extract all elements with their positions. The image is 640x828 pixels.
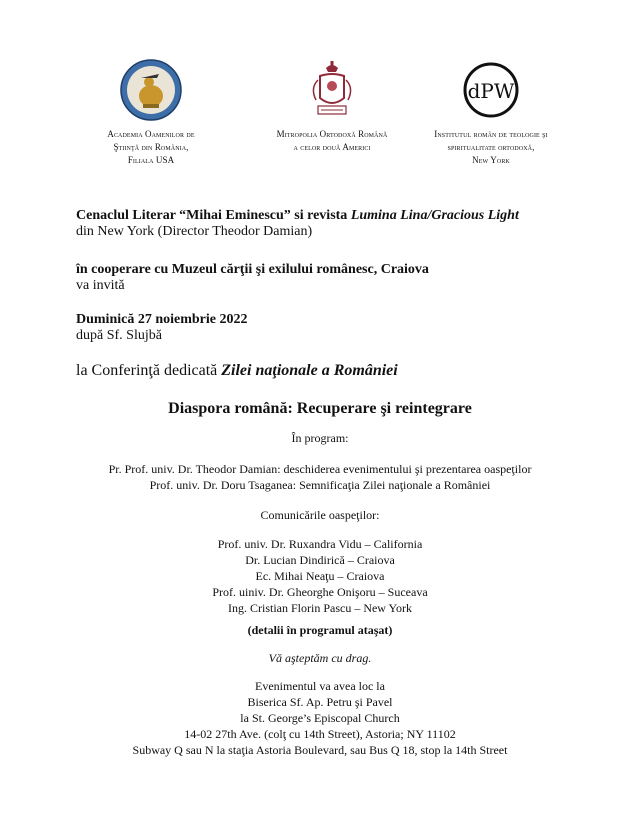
caption-line: Academia Oamenilor de xyxy=(107,129,195,139)
venue-address: 14-02 27th Ave. (colţ cu 14th Street), Astoria; NY 11102 xyxy=(184,727,456,741)
program-heading: În program: xyxy=(291,431,349,445)
metropolis-caption xyxy=(254,128,410,154)
institute-logo-block xyxy=(412,58,570,167)
guest-item: Prof. univ. Dr. Ruxandra Vidu – California xyxy=(217,537,423,551)
intro-block xyxy=(76,208,576,240)
guest-item: Prof. uiniv. Dr. Gheorghe Onişoru – Suceava xyxy=(212,585,428,599)
program-item: Pr. Prof. univ. Dr. Theodor Damian: deschiderea evenimentului şi prezentarea oaspeţilor xyxy=(108,462,532,476)
event-date: Duminică 27 noiembrie 2022 xyxy=(76,312,248,327)
guests-list xyxy=(0,536,640,616)
intro-line-2: din New York (Director Theodor Damian) xyxy=(76,224,313,239)
institute-monogram: dPW xyxy=(467,79,515,103)
invite-line: va invită xyxy=(76,278,125,293)
metropolis-crest-icon xyxy=(300,58,364,122)
guests-heading: Comunicările oaspeţilor: xyxy=(260,508,380,522)
intro-bold: Cenaclul Literar “Mihai Eminescu” si revista xyxy=(76,208,351,223)
program-list xyxy=(0,461,640,493)
institute-monogram-icon xyxy=(459,58,523,122)
welcome-line: Vă aşteptăm cu drag. xyxy=(268,651,372,665)
date-block xyxy=(76,312,576,344)
cooperation-line: în cooperare cu Muzeul cărţii şi exilului românesc, Craiova xyxy=(76,262,429,277)
venue-directions: Subway Q sau N la staţia Astoria Boulevard, sau Bus Q 18, stop la 14th Street xyxy=(132,743,508,757)
cooperation-block xyxy=(76,262,576,294)
conference-topic: Zilei naţionale a României xyxy=(221,362,398,379)
guest-item: Dr. Lucian Dindirică – Craiova xyxy=(245,553,395,567)
venue-block xyxy=(0,678,640,758)
intro-line-1 xyxy=(76,208,576,224)
program-item: Prof. univ. Dr. Doru Tsaganea: Semnificaţia Zilei naţionale a României xyxy=(149,478,491,492)
academy-caption xyxy=(76,128,226,167)
institute-caption xyxy=(412,128,570,167)
after-liturgy: după Sf. Slujbă xyxy=(76,328,162,343)
caption-line: Ştiinţă din România, xyxy=(113,142,189,152)
caption-line: Filiala USA xyxy=(127,155,175,165)
guest-item: Ec. Mihai Neaţu – Craiova xyxy=(255,569,385,583)
conference-line xyxy=(76,362,576,380)
conference-prefix: la Conferinţă dedicată xyxy=(76,362,222,379)
caption-line: spiritualitate ortodoxă, xyxy=(447,142,535,152)
academy-seal-icon xyxy=(119,58,183,122)
caption-line: Mitropolia Ortodoxă Română xyxy=(276,129,388,139)
details-note: (detalii în programul ataşat) xyxy=(247,623,393,637)
caption-line: a celor două Americi xyxy=(293,142,371,152)
academy-logo-block xyxy=(76,58,226,167)
event-title: Diaspora română: Recuperare şi reintegrare xyxy=(168,400,472,417)
venue-line: la St. George’s Episcopal Church xyxy=(240,711,400,725)
venue-line: Evenimentul va avea loc la xyxy=(255,679,385,693)
metropolis-logo-block xyxy=(254,58,410,154)
magazine-title: Lumina Lina/Gracious Light xyxy=(350,208,519,223)
caption-line: Institutul român de teologie şi xyxy=(434,129,548,139)
caption-line: New York xyxy=(472,155,510,165)
guest-item: Ing. Cristian Florin Pascu – New York xyxy=(227,601,412,615)
venue-line: Biserica Sf. Ap. Petru şi Pavel xyxy=(247,695,393,709)
